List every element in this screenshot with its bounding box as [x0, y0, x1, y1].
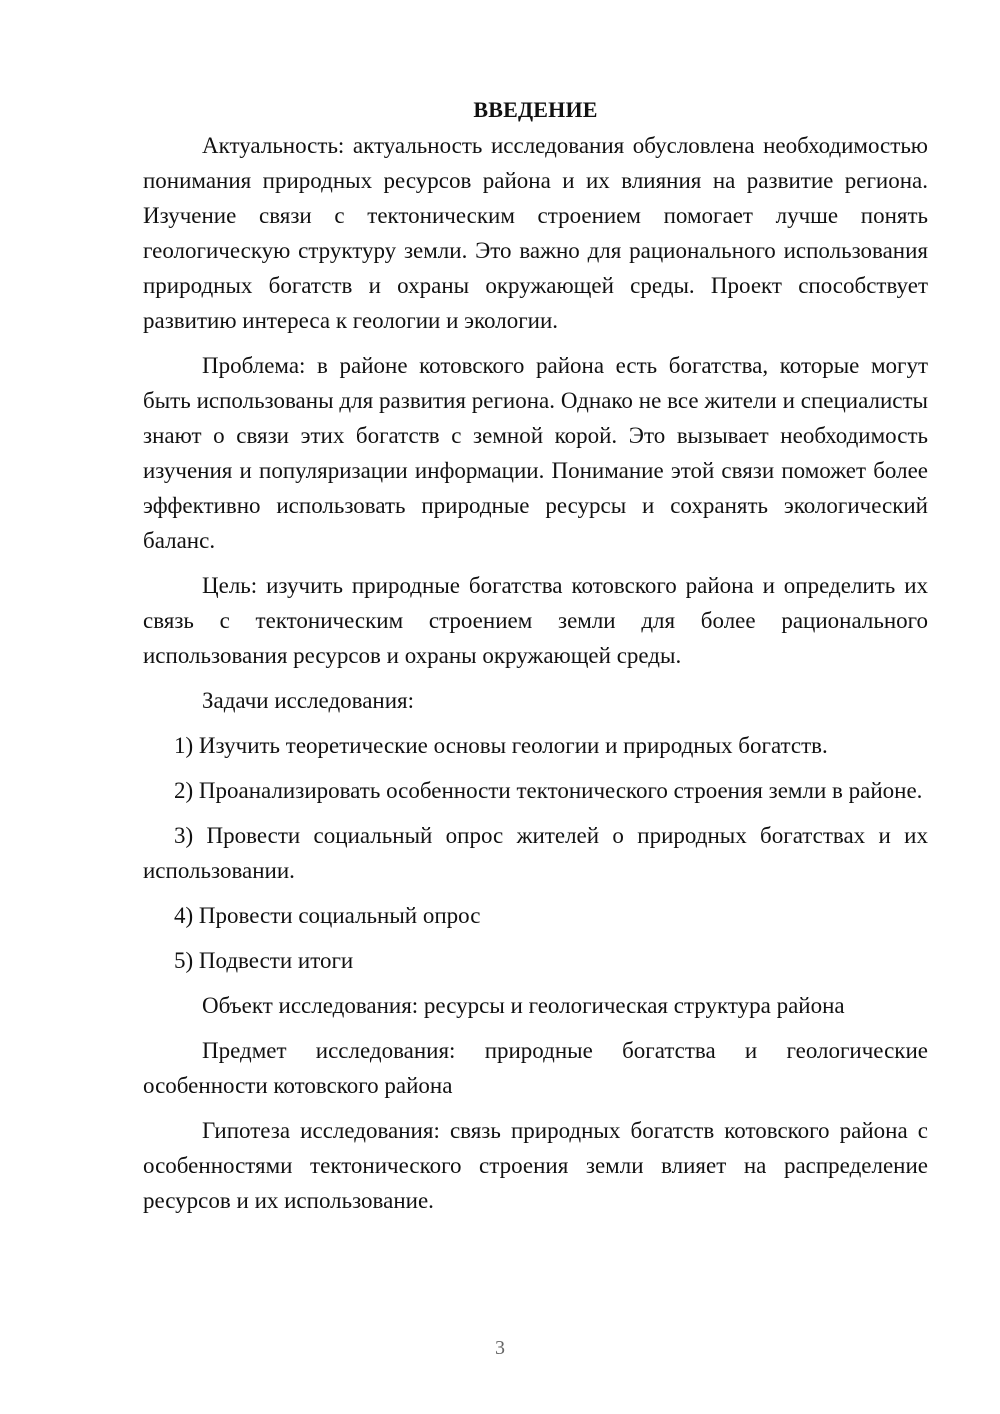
task-item-2: 2) Проанализировать особенности тектонического строения земли в районе. — [174, 778, 923, 803]
task-item-1: 1) Изучить теоретические основы геологии и природных богатств. — [174, 733, 828, 758]
page-number: 3 — [495, 1337, 505, 1359]
paragraph-object: Объект исследования: ресурсы и геологическая структура района — [202, 993, 845, 1018]
task-item-4: 4) Провести социальный опрос — [174, 903, 481, 928]
task-item-3: 3) Провести социальный опрос жителей о природных богатствах и их использовании. — [143, 823, 928, 883]
tasks-heading: Задачи исследования: — [202, 688, 415, 713]
section-heading: ВВЕДЕНИЕ — [473, 97, 598, 122]
paragraph-goal: Цель: изучить природные богатства котовского района и определить их связь с тектоническим строением земли для более рационального использования ресурсов и охраны окружающей среды. — [143, 573, 928, 668]
paragraph-hypothesis: Гипотеза исследования: связь природных богатств котовского района с особенностями тектонического строения земли влияет на распределение ресурсов и их использование. — [143, 1118, 928, 1213]
paragraph-subject: Предмет исследования: природные богатства и геологические особенности котовского района — [143, 1038, 928, 1098]
task-item-5: 5) Подвести итоги — [174, 948, 354, 973]
paragraph-relevance: Актуальность: актуальность исследования обусловлена необходимостью понимания природных ресурсов района и их влияния на развитие региона. Изучение связи с тектоническим строением помогает лучше понять геологическую структуру земли. Это важно для рационального использования природных богатств и охраны окружающей среды. Проект способствует развитию интереса к геологии и экологии. — [143, 133, 928, 333]
page-content — [143, 92, 928, 1228]
paragraph-problem: Проблема: в районе котовского района есть богатства, которые могут быть использованы для развития региона. Однако не все жители и специалисты знают о связи этих богатств с земной корой. Это вызывает необходимость изучения и популяризации информации. Понимание этой связи поможет более эффективно использовать природные ресурсы и сохранять экологический баланс. — [143, 353, 928, 553]
